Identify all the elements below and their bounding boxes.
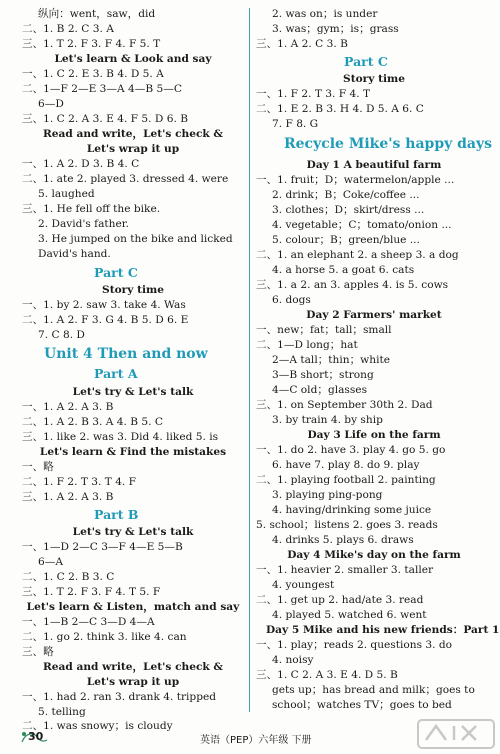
answer-line: 5. telling (38, 706, 86, 718)
answer-line: 3. playing ping-pong (272, 489, 383, 501)
answer-line: 2. drink；B；Coke/coffee ... (272, 189, 420, 201)
book-title: 英语（PEP）六年级 下册 (200, 735, 312, 746)
answer-line: 三、1. a 2. an 3. apples 4. is 5. cows (256, 279, 449, 291)
answer-line: 7. F 8. G (272, 118, 319, 130)
section-heading: Let's learn & Listen，match and say (26, 601, 240, 613)
answer-line: 4. played 5. watched 6. went (272, 609, 427, 621)
answer-line: 一、1. A 2. D 3. B 4. C (22, 158, 140, 170)
answer-line: 二、1. E 2. B 3. H 4. D 5. A 6. C (256, 103, 424, 115)
answer-line: 二、1. get up 2. had/ate 3. read (256, 594, 424, 606)
answer-line: 一、1. by 2. saw 3. take 4. Was (22, 299, 186, 311)
answer-line: 6—D (38, 98, 64, 110)
section-heading: Story time (102, 284, 164, 296)
section-heading: Let's try & Let's talk (72, 386, 194, 398)
answer-line: 二、1. A 2. F 3. G 4. B 5. D 6. E (22, 314, 189, 326)
answer-line: 二、1. F 2. T 3. T 4. F (22, 476, 137, 488)
section-heading: Day 4 Mike's day on the farm (287, 549, 461, 561)
answer-line: 一、略 (22, 461, 54, 473)
answer-line: 一、1—B 2—C 3—D 4—A (22, 616, 155, 628)
answer-line: 4. noisy (272, 654, 314, 666)
answer-line: 二、1. was snowy；is cloudy (22, 720, 173, 732)
section-heading: Let's wrap it up (86, 143, 180, 155)
answer-line: 一、1. F 2. T 3. F 4. T (256, 88, 371, 100)
answer-line: 三、1. C 2. A 3. E 4. D 5. B (256, 669, 398, 681)
section-heading: Story time (343, 73, 405, 85)
answer-line: 2—A tall；thin；white (272, 354, 390, 366)
answer-line: 3—B short；strong (272, 369, 374, 381)
answer-line: 一、1. fruit；D；watermelon/apple ... (256, 174, 455, 186)
answer-line: 3. by train 4. by ship (272, 414, 383, 426)
section-heading: Day 3 Life on the farm (307, 429, 441, 441)
part-heading: Part C (94, 265, 138, 280)
page-number: 30 (28, 730, 44, 743)
answer-line: 一、1. do 2. have 3. play 4. go 5. go (256, 444, 446, 456)
answer-line: 5. colour；B；green/blue ... (272, 234, 420, 246)
answer-line: 4. vegetable；C；tomato/onion ... (272, 219, 452, 231)
answer-line: 一、1. play；reads 2. questions 3. do (256, 639, 453, 651)
answer-line: 二、1. an elephant 2. a sheep 3. a dog (256, 249, 459, 261)
answer-line: 二、1—D long；hat (256, 339, 358, 351)
answer-line: 6. have 7. play 8. do 9. play (272, 459, 420, 471)
answer-line: 纵向：went，saw，did (38, 8, 156, 20)
section-heading: Let's try & Let's talk (72, 526, 194, 538)
answer-line: 4—C old；glasses (272, 384, 368, 396)
answer-line: 3. clothes；D；skirt/dress ... (272, 204, 425, 216)
section-heading: Day 5 Mike and his new friends：Part 1 (266, 624, 500, 636)
answer-line: 三、略 (22, 646, 54, 658)
answer-line: 2. David's father. (38, 218, 130, 230)
answer-line: 三、1. A 2. A 3. B (22, 491, 114, 503)
answer-line: 二、1—F 2—E 3—A 4—B 5—C (22, 83, 182, 95)
answer-line: 一、new；fat；tall；small (256, 324, 392, 336)
answer-line: 三、1. C 2. A 3. E 4. F 5. D 6. B (22, 113, 188, 125)
section-heading: Day 1 A beautiful farm (306, 159, 442, 171)
answer-line: 三、1. T 2. F 3. F 4. F 5. T (22, 38, 161, 50)
section-heading: Let's wrap it up (86, 676, 180, 688)
answer-line: 3. was；gym；is；grass (272, 23, 399, 35)
answer-line: 一、1. C 2. E 3. B 4. D 5. A (22, 68, 164, 80)
answer-line: 三、1. T 2. F 3. F 4. T 5. F (22, 586, 161, 598)
answer-line: 6. dogs (272, 294, 311, 306)
answer-line: 二、1. go 2. think 3. like 4. can (22, 631, 187, 643)
part-heading: Part B (94, 507, 139, 522)
answer-line: 2. was on；is under (272, 8, 378, 20)
answer-line: 二、1. ate 2. played 3. dressed 4. were (22, 173, 229, 185)
watermark-logo-icon (416, 716, 496, 752)
answer-line: 5. school；listens 2. goes 3. reads (256, 519, 438, 531)
answer-line: 7. C 8. D (38, 329, 85, 341)
section-heading: Let's learn & Find the mistakes (39, 446, 227, 458)
section-heading: Let's learn & Look and say (54, 53, 212, 65)
answer-line: 4. youngest (272, 579, 335, 591)
answer-line: 6—A (38, 556, 63, 568)
answer-line: 二、1. B 2. C 3. A (22, 23, 114, 35)
answer-line: David's hand. (38, 248, 111, 260)
section-heading: Read and write，Let's check & (42, 661, 224, 673)
unit-heading: Recycle Mike's happy days (284, 136, 493, 152)
answer-line: 一、1. had 2. ran 3. drank 4. tripped (22, 691, 217, 703)
answer-line: school；watches TV；goes to bed (272, 699, 452, 711)
part-heading: Part A (94, 366, 138, 381)
answer-line: 4. a horse 5. a goat 6. cats (272, 264, 415, 276)
answer-line: 三、1. He fell off the bike. (22, 203, 161, 215)
section-heading: Read and write，Let's check & (42, 128, 224, 140)
part-heading: Part C (344, 54, 388, 69)
answer-line: gets up；has bread and milk；goes to (272, 684, 475, 696)
answer-line: 3. He jumped on the bike and licked (38, 233, 233, 245)
answer-line: 一、1—D 2—C 3—F 4—E 5—B (22, 541, 183, 553)
answer-line: 二、1. A 2. B 3. A 4. B 5. C (22, 416, 164, 428)
answer-line: 一、1. A 2. A 3. B (22, 401, 114, 413)
answer-line: 三、1. on September 30th 2. Dad (256, 399, 433, 411)
column-divider (249, 8, 250, 712)
unit-heading: Unit 4 Then and now (44, 346, 208, 362)
answer-line: 5. laughed (38, 188, 95, 200)
section-heading: Day 2 Farmers' market (306, 309, 442, 321)
answer-line: 二、1. playing football 2. painting (256, 474, 436, 486)
answer-line: 4. drinks 5. plays 6. draws (272, 534, 414, 546)
answer-line: 三、1. like 2. was 3. Did 4. liked 5. is (22, 431, 219, 443)
answer-line: 三、1. A 2. C 3. B (256, 38, 348, 50)
answer-line: 一、1. heavier 2. smaller 3. taller (256, 564, 434, 576)
answer-line: 二、1. C 2. B 3. C (22, 571, 115, 583)
answer-line: 4. having/drinking some juice (272, 504, 432, 516)
